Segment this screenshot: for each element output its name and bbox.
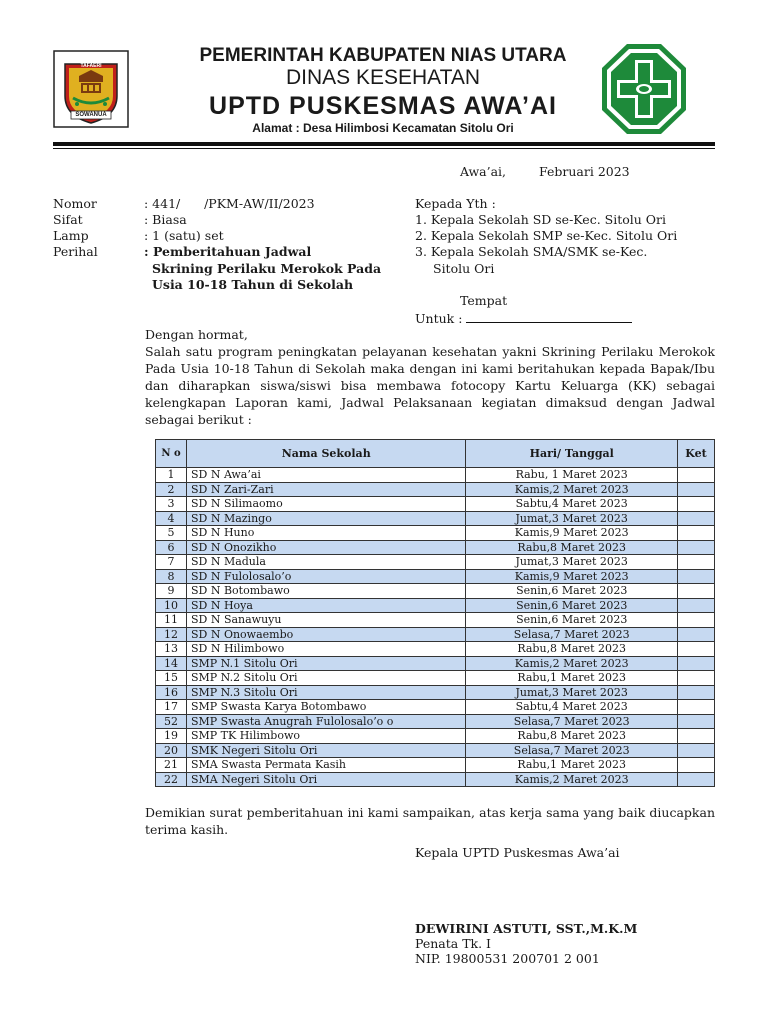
table-row bbox=[156, 526, 715, 541]
recipient-item-1: 1. Kepala Sekolah SD se-Kec. Sitolu Ori bbox=[415, 212, 667, 227]
cell-school: SD N Sanawuyu bbox=[186, 613, 465, 628]
cell-date: Selasa,7 Maret 2023 bbox=[466, 714, 678, 729]
table-row bbox=[156, 584, 715, 599]
cell-date: Senin,6 Maret 2023 bbox=[466, 584, 678, 599]
cell-ket bbox=[678, 714, 715, 729]
cell-ket bbox=[678, 511, 715, 526]
header-department: DINAS KESEHATAN bbox=[285, 66, 481, 89]
table-row bbox=[156, 569, 715, 584]
cell-school: SMP TK Hilimbowo bbox=[186, 729, 465, 744]
cell-school: SD N Huno bbox=[186, 526, 465, 541]
cell-no: 6 bbox=[156, 540, 187, 555]
cell-date: Rabu,1 Maret 2023 bbox=[466, 671, 678, 686]
meta-label-sifat: Sifat bbox=[53, 212, 83, 227]
table-header-row bbox=[156, 440, 715, 468]
cell-school: SD N Onowaembo bbox=[186, 627, 465, 642]
meta-label-perihal: Perihal bbox=[53, 244, 98, 259]
cell-ket bbox=[678, 482, 715, 497]
regency-logo-top-text: TAFAERI bbox=[80, 63, 102, 69]
table-row bbox=[156, 700, 715, 715]
body-paragraph: Salah satu program peningkatan pelayanan kesehatan yakni Skrining Perilaku Merokok Pada Usia 10-18 Tahun di Sekolah maka dengan ini kami beritahukan kepada Bapak/Ibu dan diharapkan siswa/siswi bisa membawa fotocopy Kartu Keluarga (KK) sebagai kelengkapan Laporan kami, Jadwal Pelaksanaan kegiatan dimaksud dengan Jadwal sebagai berikut : bbox=[145, 344, 715, 427]
table-row bbox=[156, 714, 715, 729]
cell-date: Rabu,8 Maret 2023 bbox=[466, 729, 678, 744]
cell-ket bbox=[678, 671, 715, 686]
table-row bbox=[156, 482, 715, 497]
cell-date: Senin,6 Maret 2023 bbox=[466, 613, 678, 628]
cell-date: Jumat,3 Maret 2023 bbox=[466, 555, 678, 570]
cell-school: SMA Negeri Sitolu Ori bbox=[186, 772, 465, 787]
cell-school: SMP N.1 Sitolu Ori bbox=[186, 656, 465, 671]
table-row bbox=[156, 511, 715, 526]
meta-value-sifat: : Biasa bbox=[144, 212, 187, 227]
cell-no: 19 bbox=[156, 729, 187, 744]
cell-school: SMA Swasta Permata Kasih bbox=[186, 758, 465, 773]
cell-no: 52 bbox=[156, 714, 187, 729]
table-row bbox=[156, 656, 715, 671]
cell-date: Kamis,9 Maret 2023 bbox=[466, 569, 678, 584]
letter-date: Februari 2023 bbox=[539, 164, 630, 179]
cell-date: Kamis,9 Maret 2023 bbox=[466, 526, 678, 541]
cell-date: Selasa,7 Maret 2023 bbox=[466, 627, 678, 642]
table-row bbox=[156, 642, 715, 657]
cell-no: 11 bbox=[156, 613, 187, 628]
recipient-heading: Kepada Yth : bbox=[415, 196, 496, 211]
recipient-untuk-label: Untuk : bbox=[415, 311, 463, 326]
signature-rank: Penata Tk. I bbox=[415, 936, 491, 951]
closing-paragraph: Demikian surat pemberitahuan ini kami sampaikan, atas kerja sama yang baik diucapkan terima kasih. bbox=[145, 805, 715, 837]
cell-ket bbox=[678, 656, 715, 671]
meta-value-lamp: : 1 (satu) set bbox=[144, 228, 224, 243]
table-row bbox=[156, 613, 715, 628]
cell-no: 14 bbox=[156, 656, 187, 671]
signature-name: DEWIRINI ASTUTI, SST.,M.K.M bbox=[415, 921, 638, 936]
cell-date: Jumat,3 Maret 2023 bbox=[466, 511, 678, 526]
cell-date: Rabu,8 Maret 2023 bbox=[466, 642, 678, 657]
cell-school: SD N Onozikho bbox=[186, 540, 465, 555]
cell-ket bbox=[678, 598, 715, 613]
cell-date: Sabtu,4 Maret 2023 bbox=[466, 700, 678, 715]
cell-no: 22 bbox=[156, 772, 187, 787]
cell-school: SD N Botombawo bbox=[186, 584, 465, 599]
table-row bbox=[156, 497, 715, 512]
cell-school: SMP Swasta Anugrah Fulolosalo’o o bbox=[186, 714, 465, 729]
cell-no: 2 bbox=[156, 482, 187, 497]
cell-ket bbox=[678, 584, 715, 599]
regency-logo-motto: SOWANUA bbox=[75, 112, 107, 118]
col-header-no: N o bbox=[156, 440, 187, 468]
recipient-item-3: 3. Kepala Sekolah SMA/SMK se-Kec. bbox=[415, 244, 648, 259]
cell-ket bbox=[678, 526, 715, 541]
col-header-ket: Ket bbox=[678, 440, 715, 468]
cell-ket bbox=[678, 758, 715, 773]
table-row bbox=[156, 468, 715, 483]
cell-no: 4 bbox=[156, 511, 187, 526]
cell-school: SMK Negeri Sitolu Ori bbox=[186, 743, 465, 758]
puskesmas-logo bbox=[600, 42, 688, 136]
table-row bbox=[156, 685, 715, 700]
cell-ket bbox=[678, 743, 715, 758]
signature-nip: NIP. 19800531 200701 2 001 bbox=[415, 951, 600, 966]
header-divider-thin bbox=[53, 148, 715, 149]
col-header-school: Nama Sekolah bbox=[186, 440, 465, 468]
cell-date: Rabu,8 Maret 2023 bbox=[466, 540, 678, 555]
cell-ket bbox=[678, 729, 715, 744]
table-row bbox=[156, 598, 715, 613]
cell-ket bbox=[678, 540, 715, 555]
cell-ket bbox=[678, 642, 715, 657]
table-row bbox=[156, 729, 715, 744]
cell-date: Kamis,2 Maret 2023 bbox=[466, 772, 678, 787]
cell-school: SMP N.2 Sitolu Ori bbox=[186, 671, 465, 686]
table-row bbox=[156, 758, 715, 773]
header-address: Alamat : Desa Hilimbosi Kecamatan Sitolu Ori bbox=[252, 121, 514, 135]
cell-date: Jumat,3 Maret 2023 bbox=[466, 685, 678, 700]
cell-no: 7 bbox=[156, 555, 187, 570]
table-row bbox=[156, 772, 715, 787]
cell-ket bbox=[678, 468, 715, 483]
meta-value-nomor: : 441/ /PKM-AW/II/2023 bbox=[144, 196, 315, 211]
header-institution: UPTD PUSKESMAS AWA’AI bbox=[209, 92, 557, 120]
meta-label-lamp: Lamp bbox=[53, 228, 89, 243]
cell-ket bbox=[678, 569, 715, 584]
table-row bbox=[156, 671, 715, 686]
recipient-untuk-row bbox=[415, 310, 632, 327]
cell-ket bbox=[678, 685, 715, 700]
cell-date: Kamis,2 Maret 2023 bbox=[466, 482, 678, 497]
meta-label-nomor: Nomor bbox=[53, 196, 97, 211]
cell-school: SD N Hoya bbox=[186, 598, 465, 613]
recipient-untuk-blank bbox=[466, 310, 632, 323]
cell-no: 1 bbox=[156, 468, 187, 483]
cell-date: Rabu, 1 Maret 2023 bbox=[466, 468, 678, 483]
cell-no: 12 bbox=[156, 627, 187, 642]
cell-school: SD N Madula bbox=[186, 555, 465, 570]
table-row bbox=[156, 627, 715, 642]
signature-title: Kepala UPTD Puskesmas Awa’ai bbox=[415, 845, 620, 860]
table-row bbox=[156, 555, 715, 570]
col-header-date: Hari/ Tanggal bbox=[466, 440, 678, 468]
puskesmas-cross-icon bbox=[600, 42, 688, 136]
table-row bbox=[156, 743, 715, 758]
cell-school: SMP Swasta Karya Botombawo bbox=[186, 700, 465, 715]
cell-school: SD N Zari-Zari bbox=[186, 482, 465, 497]
recipient-item-3-cont: Sitolu Ori bbox=[433, 261, 495, 276]
regency-logo bbox=[53, 50, 129, 128]
cell-no: 10 bbox=[156, 598, 187, 613]
cell-ket bbox=[678, 772, 715, 787]
recipient-tempat: Tempat bbox=[460, 293, 508, 308]
cell-no: 8 bbox=[156, 569, 187, 584]
header-government: PEMERINTAH KABUPATEN NIAS UTARA bbox=[199, 45, 567, 66]
cell-no: 16 bbox=[156, 685, 187, 700]
cell-date: Sabtu,4 Maret 2023 bbox=[466, 497, 678, 512]
cell-no: 17 bbox=[156, 700, 187, 715]
cell-no: 9 bbox=[156, 584, 187, 599]
cell-ket bbox=[678, 613, 715, 628]
meta-value-perihal: : Pemberitahuan Jadwal bbox=[144, 244, 312, 259]
cell-school: SD N Awa’ai bbox=[186, 468, 465, 483]
header-divider bbox=[53, 142, 715, 146]
cell-school: SD N Hilimbowo bbox=[186, 642, 465, 657]
recipient-item-2: 2. Kepala Sekolah SMP se-Kec. Sitolu Ori bbox=[415, 228, 678, 243]
cell-no: 5 bbox=[156, 526, 187, 541]
cell-date: Kamis,2 Maret 2023 bbox=[466, 656, 678, 671]
cell-school: SD N Fulolosalo’o bbox=[186, 569, 465, 584]
cell-school: SMP N.3 Sitolu Ori bbox=[186, 685, 465, 700]
cell-no: 3 bbox=[156, 497, 187, 512]
cell-ket bbox=[678, 627, 715, 642]
cell-ket bbox=[678, 700, 715, 715]
schedule-table bbox=[155, 439, 715, 787]
cell-no: 21 bbox=[156, 758, 187, 773]
cell-date: Senin,6 Maret 2023 bbox=[466, 598, 678, 613]
cell-no: 13 bbox=[156, 642, 187, 657]
cell-school: SD N Mazingo bbox=[186, 511, 465, 526]
greeting: Dengan hormat, bbox=[145, 327, 248, 342]
cell-ket bbox=[678, 497, 715, 512]
letter-place: Awa’ai, bbox=[460, 164, 507, 179]
cell-date: Rabu,1 Maret 2023 bbox=[466, 758, 678, 773]
cell-school: SD N Silimaomo bbox=[186, 497, 465, 512]
cell-no: 20 bbox=[156, 743, 187, 758]
cell-no: 15 bbox=[156, 671, 187, 686]
cell-date: Selasa,7 Maret 2023 bbox=[466, 743, 678, 758]
subject-line-2: Skrining Perilaku Merokok Pada bbox=[152, 261, 382, 276]
table-row bbox=[156, 540, 715, 555]
subject-line-3: Usia 10-18 Tahun di Sekolah bbox=[152, 277, 354, 292]
cell-ket bbox=[678, 555, 715, 570]
